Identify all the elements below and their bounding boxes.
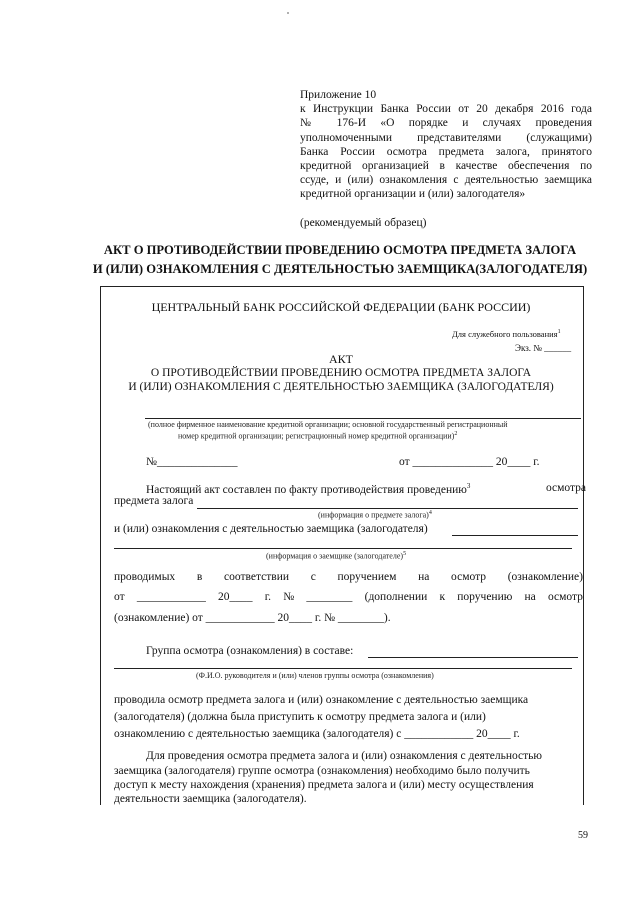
org-caption-2: номер кредитной организации; регистрационный номер кредитной организации)$^2$ [178, 431, 458, 441]
group-caption: (Ф.И.О. руководителя и (или) членов группы осмотра (ознакомления) [196, 671, 434, 680]
org-name-line [145, 418, 581, 419]
group-label: Группа осмотра (ознакомления) в составе: [146, 645, 354, 657]
group-line-1 [368, 657, 578, 658]
word: осмотр [548, 591, 583, 603]
borrower-line [114, 548, 572, 549]
org-caption-1: (полное фирменное наименование кредитной организации; основной государственный регистрационный [148, 420, 508, 429]
paragraph-line: ознакомлению с деятельностью заемщика (залогодателя) с ____________ 20____ г. [114, 728, 520, 740]
sample-note: (рекомендуемый образец) [300, 217, 427, 229]
act-number: №______________ [146, 456, 238, 468]
order-row [114, 591, 583, 603]
appendix-line: к Инструкции Банка России от 20 декабря 2016 года [300, 103, 592, 116]
word: на [524, 591, 536, 603]
act-date: от ______________ 20____ г. [399, 456, 540, 468]
word: поручением [337, 571, 397, 583]
copy-number: Экз. № ______ [515, 343, 572, 353]
intro-text: Настоящий акт составлен по факту противодействия проведению$^3$ [146, 482, 471, 496]
conducted-row [114, 571, 583, 583]
word: осмотр [451, 571, 486, 583]
act-title: АКТ [329, 352, 353, 366]
collateral-line [197, 508, 578, 509]
appendix-line: уполномоченными представителями (служащими) [300, 131, 592, 144]
page-title: АКТ О ПРОТИВОДЕЙСТВИИ ПРОВЕДЕНИЮ ОСМОТРА ПРЕДМЕТА ЗАЛОГА [103, 243, 577, 257]
paragraph-line: доступ к месту нахождения (хранения) предмета залога и (или) месту осуществления [114, 779, 534, 791]
appendix-line: кредитной организации и (или) залогодателя» [300, 188, 526, 201]
word: ________ [306, 591, 353, 603]
familiarization-line [452, 535, 578, 536]
appendix-line: № 176-И «О порядке и случаях проведения [300, 117, 592, 130]
scan-dot [287, 12, 289, 14]
collateral-caption: (информация о предмете залога)$^4$ [318, 510, 432, 520]
familiarization-label: и (или) ознакомления с деятельностью заемщика (залогодателя) [114, 523, 428, 535]
word: с [310, 571, 316, 583]
word: соответствии [224, 571, 290, 583]
word: 20____ [218, 591, 253, 603]
order-addendum: (ознакомление) от ____________ 20____ г. № ________). [114, 612, 391, 624]
word: проводимых [114, 571, 176, 583]
appendix-line: Приложение 10 [300, 89, 377, 101]
word: (ознакомление) [507, 571, 583, 583]
group-line-2 [114, 668, 572, 669]
appendix-line: кредитной организацией в качестве обеспечения по [300, 160, 592, 173]
word: на [418, 571, 430, 583]
word: поручению [457, 591, 513, 603]
act-subtitle-2: И (ИЛИ) ОЗНАКОМЛЕНИЯ С ДЕЯТЕЛЬНОСТЬЮ ЗАЕМЩИКА (ЗАЛОГОДАТЕЛЯ) [128, 381, 554, 393]
official-use-label: Для служебного пользования$^1$ [452, 329, 561, 339]
word: к [439, 591, 446, 603]
word: от [114, 591, 125, 603]
appendix-line: Банка России осмотра предмета залога, принятого [300, 145, 592, 158]
appendix-line: ссуде, и (или) ознакомления с деятельностью заемщика [300, 174, 592, 187]
word: в [196, 571, 203, 583]
intro-end: осмотра [546, 482, 587, 494]
page-number: 59 [578, 830, 588, 841]
collateral-label: предмета залога [114, 495, 194, 507]
act-subtitle-1: О ПРОТИВОДЕЙСТВИИ ПРОВЕДЕНИЮ ОСМОТРА ПРЕДМЕТА ЗАЛОГА [150, 367, 532, 379]
word: № [283, 591, 295, 603]
paragraph-line: Для проведения осмотра предмета залога и (или) ознакомления с деятельностью [146, 750, 543, 762]
page-subtitle: И (ИЛИ) ОЗНАКОМЛЕНИЯ С ДЕЯТЕЛЬНОСТЬЮ ЗАЕМЩИКА(ЗАЛОГОДАТЕЛЯ) [92, 262, 588, 276]
borrower-caption: (информация о заемщике (залогодателе)$^5$ [266, 551, 407, 561]
paragraph-line: (залогодателя) (должна была приступить к осмотру предмета залога и (или) [114, 711, 486, 723]
word: (дополнении [364, 591, 428, 603]
appendix-reference [300, 88, 592, 202]
paragraph-line: заемщика (залогодателя) группе осмотра (ознакомления) необходимо было получить [114, 765, 530, 777]
word: г. [264, 591, 272, 603]
bank-name: ЦЕНТРАЛЬНЫЙ БАНК РОССИЙСКОЙ ФЕДЕРАЦИИ (БАНК РОССИИ) [151, 300, 531, 314]
paragraph-line: проводила осмотр предмета залога и (или) ознакомление с деятельностью заемщика [114, 694, 529, 706]
word: ____________ [136, 591, 206, 603]
paragraph-line: деятельности заемщика (залогодателя). [114, 793, 307, 805]
